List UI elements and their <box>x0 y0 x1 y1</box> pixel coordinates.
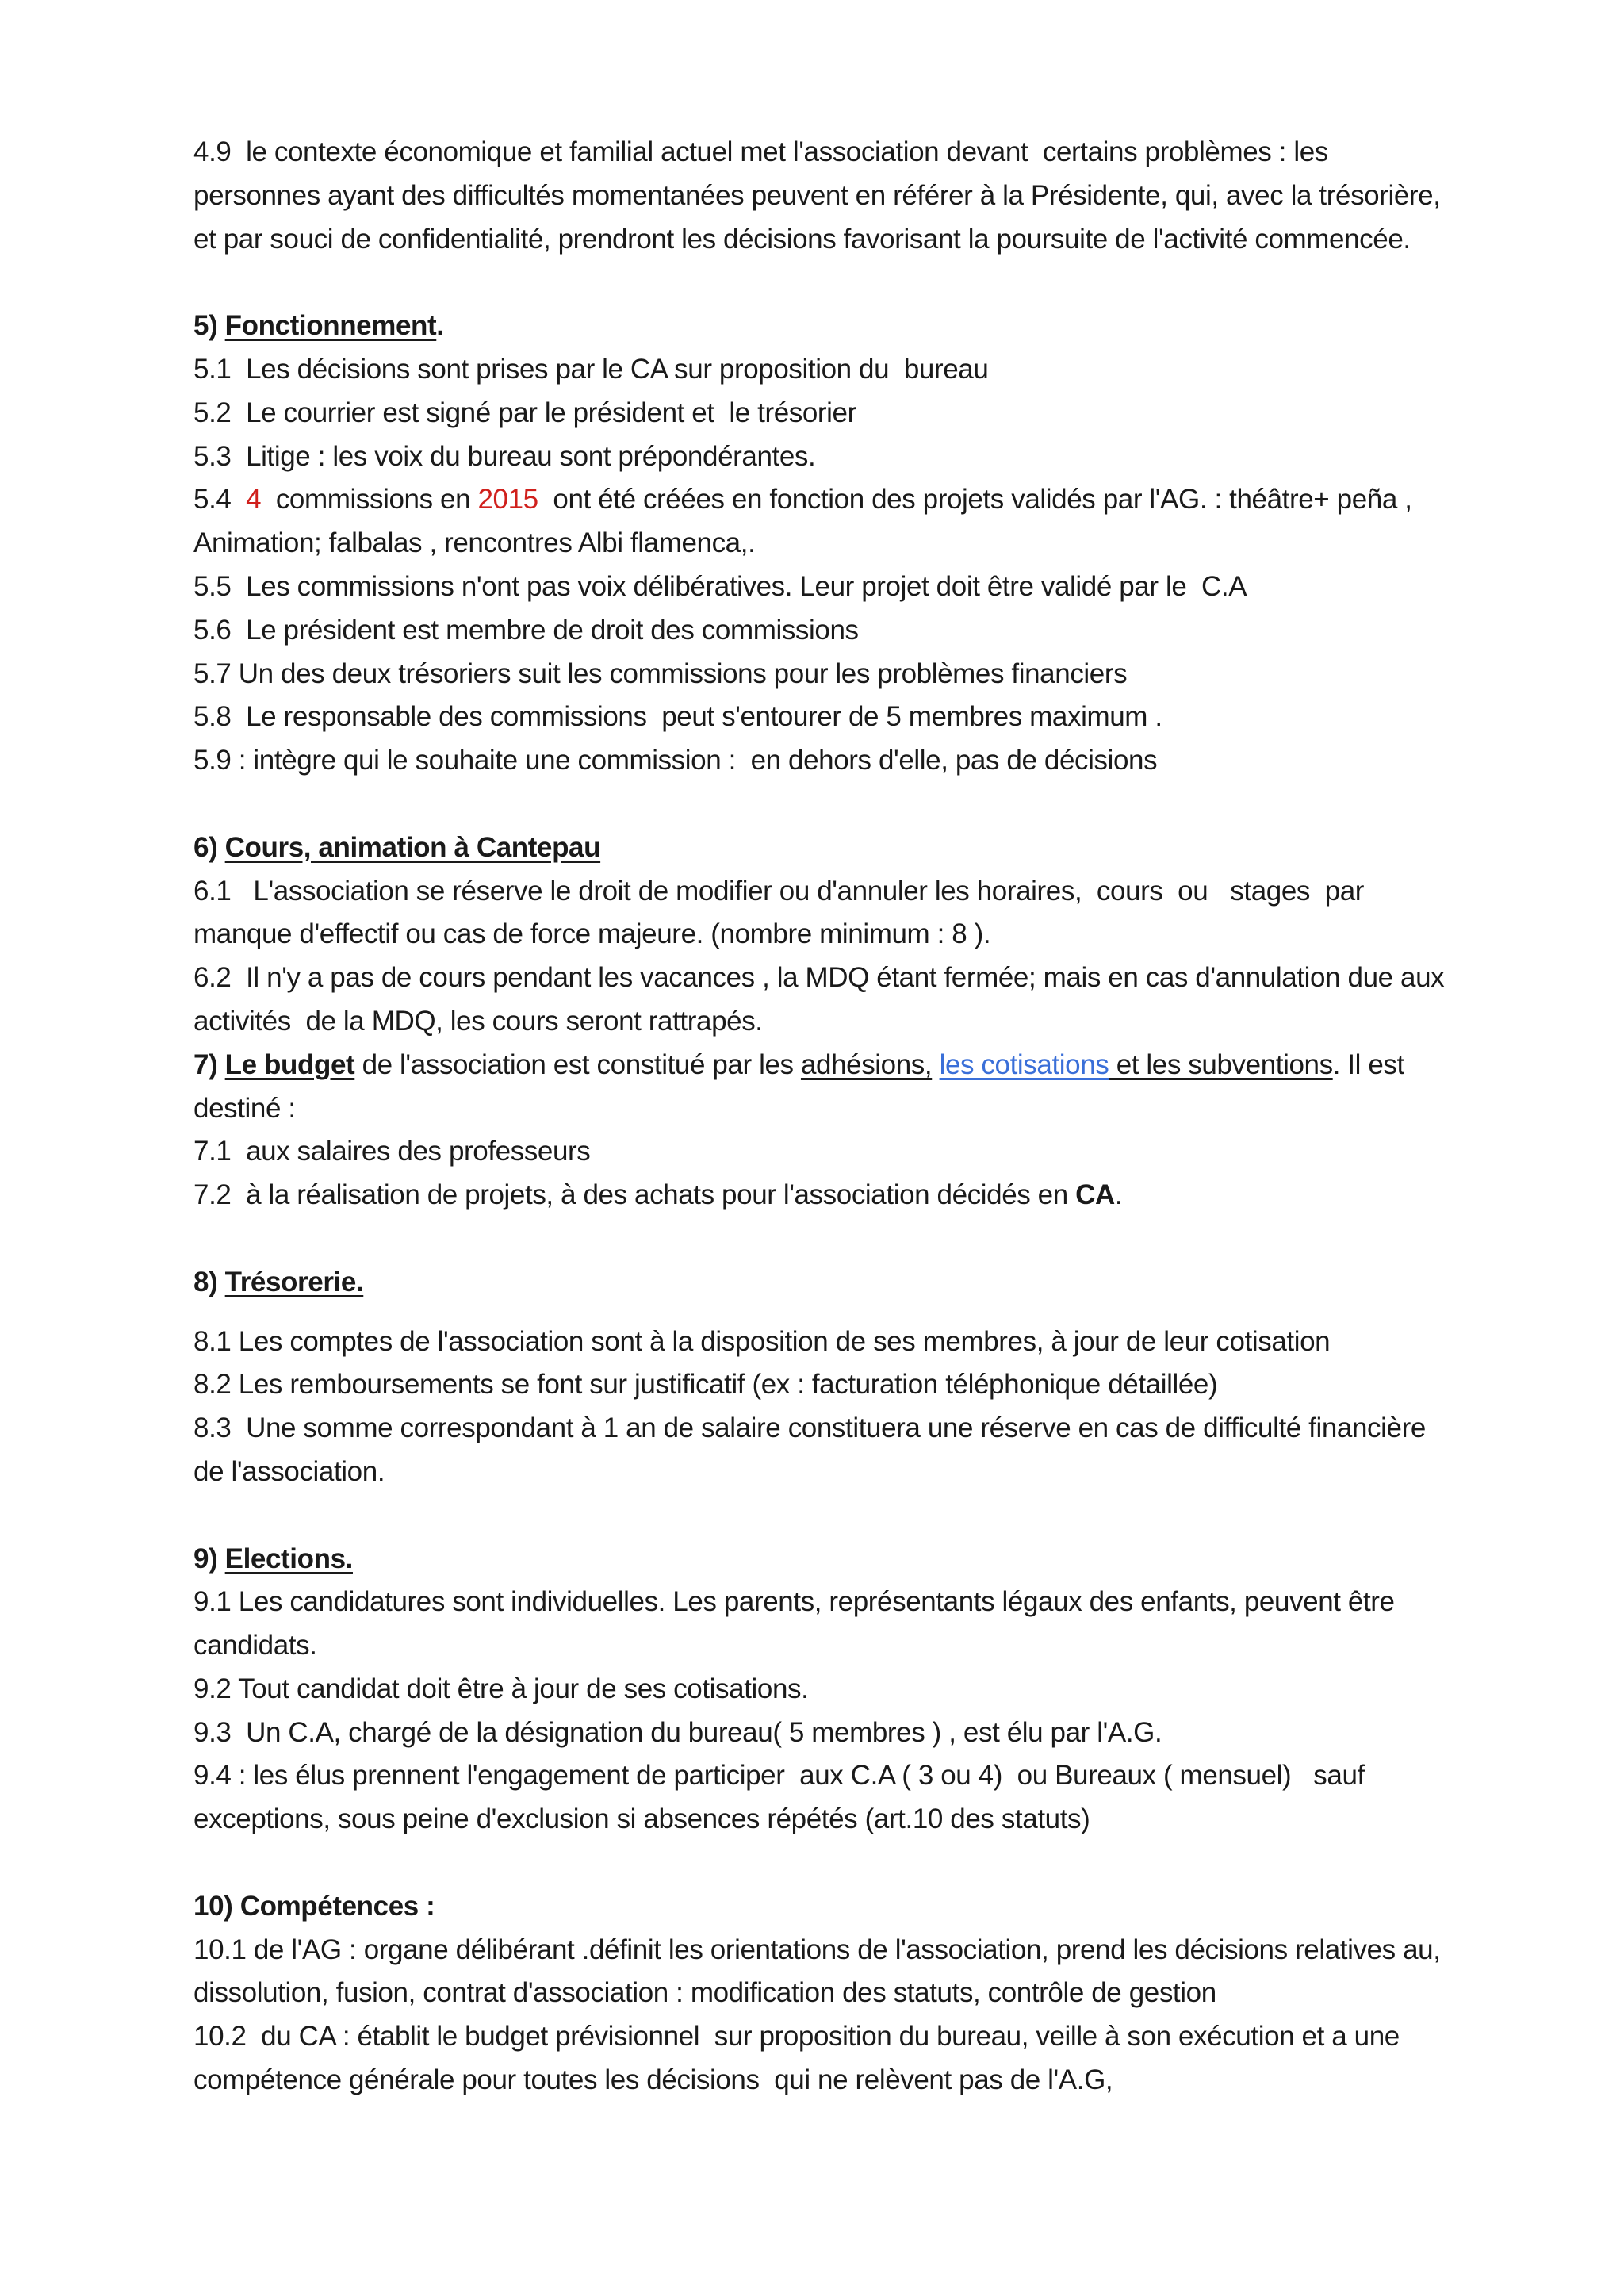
section-title: Trésorerie. <box>224 1266 364 1297</box>
paragraph-5-7: 5.7 Un des deux trésoriers suit les commissions pour les problèmes financiers <box>193 657 1128 689</box>
paragraph-5-8: 5.8 Le responsable des commissions peut s'entourer de 5 membres maximum . <box>193 701 1162 733</box>
paragraph-5-4 <box>193 478 1446 565</box>
subventions-text: et les subventions <box>1109 1048 1333 1080</box>
section-number: 5) <box>193 310 225 342</box>
section-5-heading <box>193 305 1446 348</box>
paragraph-8-3: 8.3 Une somme correspondant à 1 an de salaire constituera une réserve en cas de difficulté financière de l'association. <box>193 1412 1434 1487</box>
cotisations-link[interactable]: les cotisations <box>939 1048 1109 1080</box>
section-title: Elections. <box>224 1543 353 1574</box>
section-title-end: . <box>436 310 444 342</box>
paragraph-8-1: 8.1 Les comptes de l'association sont à la disposition de ses membres, à jour de leur cotisation <box>193 1325 1331 1357</box>
section-9-heading <box>193 1538 1446 1581</box>
paragraph-10-1: 10.1 de l'AG : organe délibérant .définit les orientations de l'association, prend les décisions relatives au, dissolution, fusion, contrat d'association : modification des statuts, contrôle de gestion <box>193 1934 1448 2009</box>
section-10-heading: 10) Compétences : <box>193 1890 435 1922</box>
section-number: 9) <box>193 1543 225 1574</box>
text: ont été créées en fonction des projets validés par l'AG. : théâtre+ peña , Animation; falbalas , rencontres Albi flamenca,. <box>193 484 1426 559</box>
paragraph-8-2: 8.2 Les remboursements se font sur justificatif (ex : facturation téléphonique détaillée) <box>193 1369 1218 1401</box>
text: . Il est destiné : <box>193 1048 1412 1124</box>
paragraph-5-1: 5.1 Les décisions sont prises par le CA sur proposition du bureau <box>193 353 989 385</box>
paragraph-9-3: 9.3 Un C.A, chargé de la désignation du bureau( 5 membres ) , est élu par l'A.G. <box>193 1716 1162 1748</box>
paragraph-5-3: 5.3 Litige : les voix du bureau sont prépondérantes. <box>193 440 816 472</box>
paragraph-7-1: 7.1 aux salaires des professeurs <box>193 1136 591 1167</box>
section-8-heading <box>193 1261 1446 1305</box>
paragraph-6-2: 6.2 Il n'y a pas de cours pendant les vacances , la MDQ étant fermée; mais en cas d'annulation due aux activités de la MDQ, les cours seront rattrapés. <box>193 962 1452 1037</box>
text: . <box>1114 1179 1123 1211</box>
section-title: Cours, animation à Cantepau <box>224 831 601 863</box>
paragraph-4-9: 4.9 le contexte économique et familial actuel met l'association devant certains problèmes : les personnes ayant des difficultés momentanées peuvent en référer à la Présidente, qui, avec la trésorière, et par souci de confidentialité, prendront les décisions favorisant la poursuite de l'activité commencée. <box>193 136 1448 255</box>
paragraph-9-2: 9.2 Tout candidat doit être à jour de ses cotisations. <box>193 1673 809 1704</box>
paragraph-9-1: 9.1 Les candidatures sont individuelles. Les parents, représentants légaux des enfants, peuvent être candidats. <box>193 1586 1402 1662</box>
section-7-heading <box>193 1044 1446 1131</box>
section-title: Le budget <box>224 1048 355 1080</box>
paragraph-7-2 <box>193 1174 1446 1217</box>
text: de l'association est constitué par les <box>354 1048 801 1080</box>
text: commissions en <box>261 484 478 516</box>
section-number: 7) <box>193 1048 225 1080</box>
text: 5.4 <box>193 484 247 516</box>
section-number: 8) <box>193 1266 225 1297</box>
ca-text: CA <box>1075 1179 1115 1211</box>
text: 7.2 à la réalisation de projets, à des achats pour l'association décidés en <box>193 1179 1076 1211</box>
paragraph-5-6: 5.6 Le président est membre de droit des commissions <box>193 614 859 646</box>
commission-count: 4 <box>246 484 262 516</box>
section-number: 6) <box>193 831 225 863</box>
section-6-heading <box>193 826 1446 870</box>
paragraph-5-2: 5.2 Le courrier est signé par le président et le trésorier <box>193 397 856 428</box>
commission-year: 2015 <box>477 484 538 516</box>
section-title: Fonctionnement <box>224 310 437 342</box>
paragraph-5-5: 5.5 Les commissions n'ont pas voix délibératives. Leur projet doit être validé par le C.A <box>193 570 1247 602</box>
text <box>932 1049 939 1080</box>
adhesions-text: adhésions, <box>800 1048 933 1080</box>
document-body <box>193 131 1452 2102</box>
paragraph-5-9: 5.9 : intègre qui le souhaite une commission : en dehors d'elle, pas de décisions <box>193 745 1158 776</box>
paragraph-6-1: 6.1 L'association se réserve le droit de modifier ou d'annuler les horaires, cours ou stages par manque d'effectif ou cas de force majeure. (nombre minimum : 8 ). <box>193 875 1372 950</box>
paragraph-10-2: 10.2 du CA : établit le budget prévisionnel sur proposition du bureau, veille à son exécution et a une compétence générale pour toutes les décisions qui ne relèvent pas de l'A.G, <box>193 2021 1408 2096</box>
paragraph-9-4: 9.4 : les élus prennent l'engagement de participer aux C.A ( 3 ou 4) ou Bureaux ( mensuel) sauf exceptions, sous peine d'exclusion si absences répétés (art.10 des statuts) <box>193 1760 1373 1835</box>
